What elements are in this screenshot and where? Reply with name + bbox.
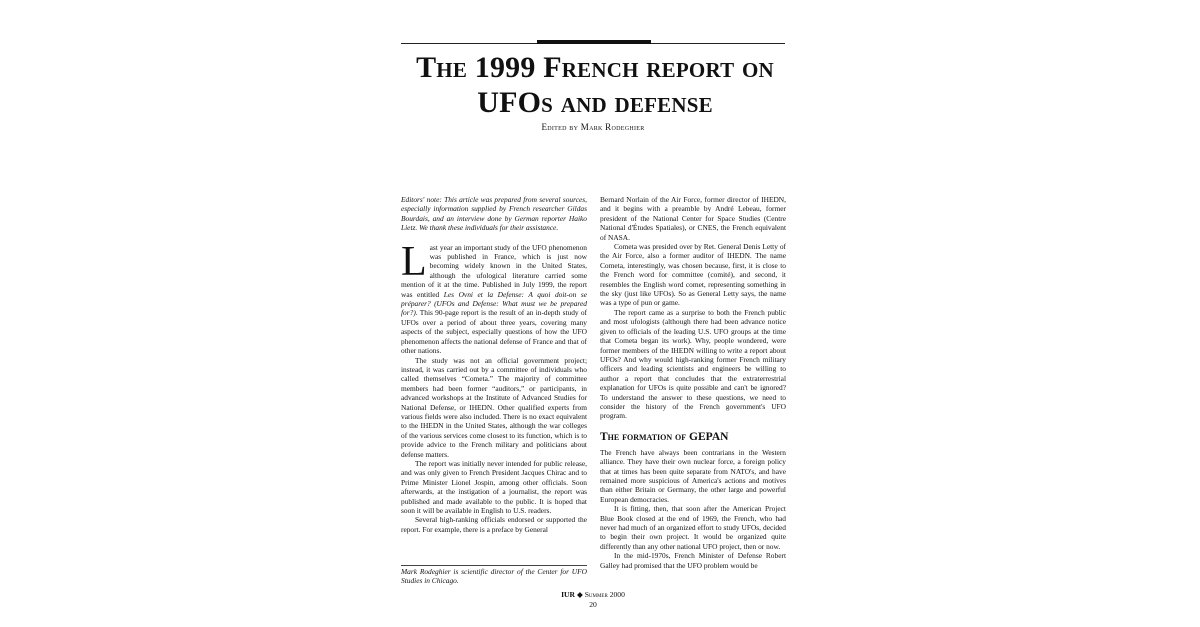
byline: Edited by Mark Rodeghier bbox=[541, 122, 645, 132]
report-title: Les Ovni et la Defense: A quoi doit-on se préparer? (UFOs and Defense: What must we be prepared for?) bbox=[401, 289, 588, 318]
paragraph: In the mid-1970s, French Minister of Defense Robert Galley had promised that the UFO problem would be bbox=[600, 551, 786, 570]
editors-note: Editors' note: This article was prepared from several sources, especially information supplied by French researcher Gildas Bourdais, and an interview done by German reporter Haiko Lietz. We thank these individuals for their assistance. bbox=[401, 195, 587, 233]
author-footnote: Mark Rodeghier is scientific director of the Center for UFO Studies in Chicago. bbox=[401, 567, 587, 586]
intro-text-end: . This 90-page report is the result of an in-depth study of UFOs over a period of about three years, covering many aspects of the subject, especially questions of how the UFO phenomenon affects the national defense of France and that of other nations. bbox=[401, 308, 587, 356]
top-accent-bar bbox=[537, 40, 651, 44]
left-column bbox=[401, 195, 587, 534]
intro-paragraph bbox=[401, 238, 588, 356]
paragraph: The report came as a surprise to both the French public and most ufologists (although there had been advance notice given to officials of the leading U.S. UFO groups at the time that Cometa began its work). Why, people wondered, were former members of the IHEDN willing to write a report about UFOs? And why would high-ranking former French military officers and leading scientists and engineers be willing to author a report that concludes that the extraterrestrial explanation for UFOs is quite possible and can't be ignored? To understand the answer to these questions, we need to consider the history of the French government's UFO program. bbox=[600, 307, 786, 421]
title-line-1: The 1999 French report on bbox=[416, 51, 774, 84]
paragraph: The report was initially never intended for public release, and was only given to French President Jacques Chirac and to Prime Minister Lionel Jospin, among other officials. Soon afterwards, at the instigation of a journalist, the report was published and made available to the public. It is hoped that soon it will be available in English to U.S. readers. bbox=[401, 458, 587, 515]
page-footer bbox=[500, 590, 686, 609]
footnote-rule bbox=[401, 565, 587, 566]
paragraph: It is fitting, then, that soon after the American Project Blue Book closed at the end of 1969, the French, who had never had much of an organized effort to study UFOs, decided to begin their own project. It would be organized quite differently than any other national UFO project, then or now. bbox=[600, 504, 786, 551]
diamond-icon: ◆ bbox=[576, 590, 583, 599]
paragraph: Cometa was presided over by Ret. General Denis Letty of the Air Force, also a former auditor of IHEDN. The name Cometa, interestingly, was chosen because, first, it is close to the French word for committee (comité), and second, it resembles the English word comet, representing something in the sky (just like UFOs). So as General Letty says, the name was a type of pun or game. bbox=[600, 242, 786, 308]
paragraph: Several high-ranking officials endorsed or supported the report. For example, there is a preface by General bbox=[401, 515, 587, 534]
paragraph: Bernard Norlain of the Air Force, former director of IHEDN, and it begins with a preamble by André Lebeau, former president of the National Center for Space Studies (Centre National d'Études Spatiales), or CNES, the French equivalent of NASA. bbox=[600, 195, 786, 242]
right-column bbox=[600, 195, 786, 570]
paragraph: The study was not an official government project; instead, it was carried out by a committee of individuals who called themselves “Cometa.” The majority of committee members had been former “auditors,” or participants, in advanced workshops at the Institute of Advanced Studies for National Defense, or IHEDN. Other qualified experts from various fields were also included. There is no exact equivalent to the IHEDN in the United States, although the war colleges of the various services come closest to its function, which is to provide advice to the French military and politicians about defense matters. bbox=[401, 355, 587, 459]
drop-cap: L bbox=[401, 238, 427, 285]
paragraph: The French have always been contrarians in the Western alliance. They have their own nuclear force, a foreign policy that at times has been quite separate from NATO's, and have remained more suspicious of America's actions and motives than either Britain or Germany, the other large and powerful European democracies. bbox=[600, 447, 786, 504]
section-heading: The formation of GEPAN bbox=[600, 430, 729, 443]
issue-label: Summer 2000 bbox=[584, 590, 625, 599]
title-line-2: UFOs and defense bbox=[477, 86, 713, 119]
page-number: 20 bbox=[589, 599, 597, 609]
intro-text: ast year an important study of the UFO phenomenon was published in France, which is just now becoming widely known in the United States, although the ufological literature carried some mention of it at the time. Published in July 1999, the report was entitled bbox=[401, 242, 587, 299]
article-title bbox=[380, 50, 810, 120]
magazine-name: IUR bbox=[561, 590, 576, 599]
